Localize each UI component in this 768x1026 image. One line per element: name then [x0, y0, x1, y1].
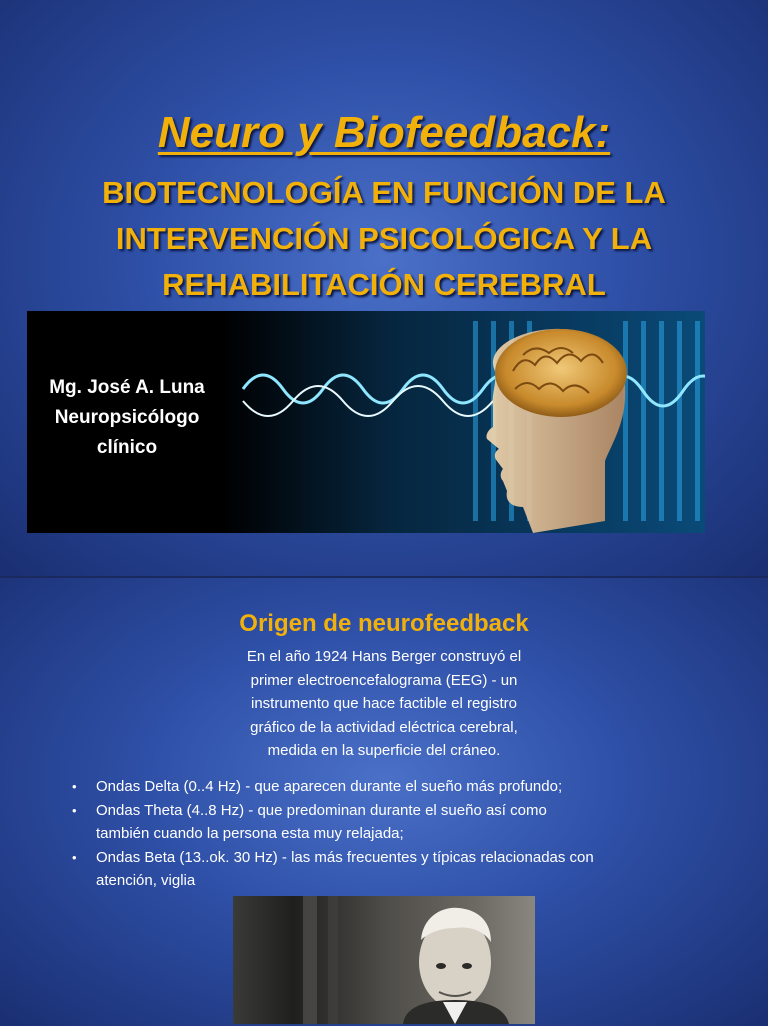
- slide-subtitle: [40, 170, 728, 308]
- list-item-text: también cuando la persona esta muy relajada;: [96, 825, 404, 842]
- list-item-text: Ondas Beta (13..ok. 30 Hz) - las más frecuentes y típicas relacionadas con: [96, 848, 594, 866]
- author-role: Neuropsicólogo: [54, 407, 200, 428]
- paragraph-line: medida en la superficie del cráneo.: [267, 742, 501, 759]
- list-item: [72, 846, 712, 893]
- list-item-text: atención, viglia: [96, 872, 196, 889]
- list-item: [72, 799, 712, 846]
- slide-title: Neuro y Biofeedback:: [157, 108, 611, 157]
- banner-image: [27, 311, 705, 533]
- list-item-text: Ondas Delta (0..4 Hz) - que aparecen durante el sueño más profundo;: [96, 778, 563, 795]
- author-role-2: clínico: [96, 437, 158, 458]
- section-title: Origen de neurofeedback: [239, 610, 529, 637]
- subtitle-line: REHABILITACIÓN CEREBRAL: [162, 267, 606, 302]
- subtitle-line: BIOTECNOLOGÍA EN FUNCIÓN DE LA: [102, 175, 666, 210]
- brain-head-waves-icon: [223, 311, 705, 533]
- wave-list: [72, 775, 712, 893]
- bullet-icon: •: [72, 779, 77, 794]
- author-name: Mg. José A. Luna: [49, 377, 205, 398]
- portrait-photo: [233, 896, 535, 1024]
- paragraph-line: gráfico de la actividad eléctrica cerebral,: [250, 718, 518, 736]
- list-item: [72, 775, 712, 799]
- list-item-text: Ondas Theta (4..8 Hz) - que predominan durante el sueño así como: [96, 801, 547, 819]
- portrait-figure: [233, 896, 535, 1024]
- paragraph-line: primer electroencefalograma (EEG) - un: [250, 671, 518, 689]
- bullet-icon: •: [72, 849, 77, 865]
- author-block: [27, 373, 227, 463]
- paragraph-line: En el año 1924 Hans Berger construyó el: [246, 648, 522, 665]
- bullet-icon: •: [72, 802, 77, 818]
- subtitle-line: INTERVENCIÓN PSICOLÓGICA Y LA: [115, 221, 653, 256]
- intro-paragraph: [180, 645, 588, 763]
- paragraph-line: instrumento que hace factible el registro: [251, 695, 517, 712]
